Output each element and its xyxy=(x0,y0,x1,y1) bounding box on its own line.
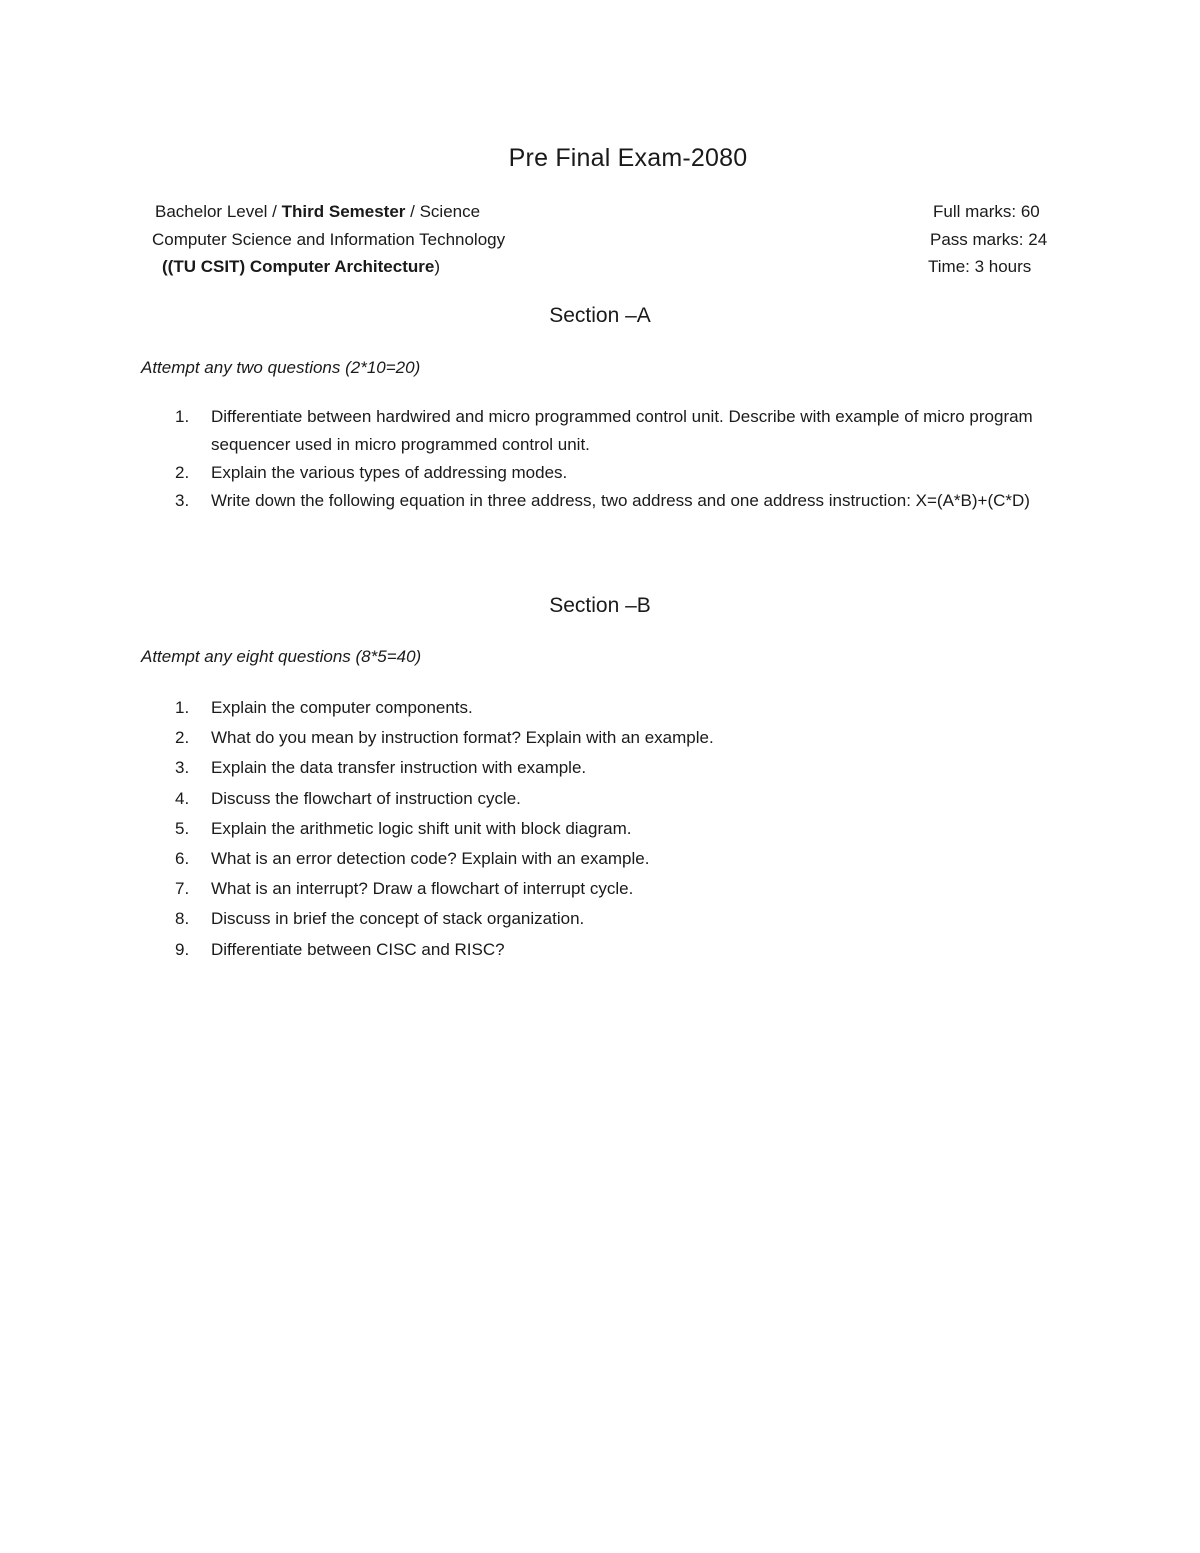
list-item xyxy=(175,906,1055,936)
list-item xyxy=(175,786,1055,816)
list-item xyxy=(175,725,1055,755)
subject-open-paren: ( xyxy=(162,257,168,276)
section-b-instruction: Attempt any eight questions (8*5=40) xyxy=(141,647,422,666)
question-text: Discuss the flowchart of instruction cycle. xyxy=(211,788,521,808)
question-text: Discuss in brief the concept of stack organization. xyxy=(211,909,585,929)
question-text: What is an error detection code? Explain with an example. xyxy=(211,848,650,868)
level-text-post: / Science xyxy=(405,202,481,221)
question-number: 2. xyxy=(175,463,190,482)
list-item xyxy=(175,846,1055,876)
question-number: 1. xyxy=(175,698,190,717)
question-number: 8. xyxy=(175,909,190,929)
list-item xyxy=(175,876,1055,906)
full-marks: Full marks: 60 xyxy=(933,202,1040,221)
level-line xyxy=(152,201,505,229)
question-number: 3. xyxy=(175,491,190,510)
section-b-questions xyxy=(175,695,1055,967)
list-item xyxy=(175,755,1055,785)
pass-marks: Pass marks: 24 xyxy=(930,229,1048,249)
list-item xyxy=(175,459,1055,487)
program-line: Computer Science and Information Technology xyxy=(152,229,506,249)
list-item xyxy=(175,937,1055,967)
section-a-instruction: Attempt any two questions (2*10=20) xyxy=(141,358,421,377)
question-text: Explain the arithmetic logic shift unit with block diagram. xyxy=(211,818,632,838)
section-a-questions xyxy=(175,403,1055,515)
question-number: 7. xyxy=(175,879,190,899)
question-number: 5. xyxy=(175,818,190,838)
marks-info xyxy=(928,201,1047,284)
subject-close-paren: ) xyxy=(434,257,441,276)
exam-time: Time: 3 hours xyxy=(928,257,1032,276)
list-item xyxy=(175,403,1055,459)
question-number: 6. xyxy=(175,848,190,868)
question-number: 2. xyxy=(175,728,190,748)
question-text: What do you mean by instruction format? Explain with an example. xyxy=(211,728,714,748)
question-number: 9. xyxy=(175,939,190,959)
question-number: 4. xyxy=(175,788,190,808)
question-text: Differentiate between CISC and RISC? xyxy=(211,939,505,959)
question-text: Explain the various types of addressing modes. xyxy=(211,463,568,482)
level-text-pre: Bachelor Level / xyxy=(155,202,282,221)
question-text: What is an interrupt? Draw a flowchart of interrupt cycle. xyxy=(211,879,634,899)
question-number: 3. xyxy=(175,758,190,778)
subject-text: (TU CSIT) Computer Architecture xyxy=(167,257,435,276)
list-item xyxy=(175,695,1055,725)
question-text: Explain the computer components. xyxy=(211,698,473,717)
question-text: Write down the following equation in three address, two address and one address instruction: X=(A*B)+(C*D) xyxy=(211,491,1030,510)
page-title: Pre Final Exam-2080 xyxy=(508,144,748,172)
semester-text: Third Semester xyxy=(281,202,406,221)
list-item xyxy=(175,816,1055,846)
subject-line xyxy=(152,256,505,284)
question-text: Differentiate between hardwired and micro programmed control unit. Describe with example of micro program sequencer used in micro programmed control unit. xyxy=(211,407,1033,454)
list-item xyxy=(175,487,1055,515)
section-a-title: Section –A xyxy=(549,304,651,327)
course-info xyxy=(152,201,505,284)
question-text: Explain the data transfer instruction with example. xyxy=(211,758,587,778)
section-b-title: Section –B xyxy=(549,594,651,617)
question-number: 1. xyxy=(175,407,190,426)
